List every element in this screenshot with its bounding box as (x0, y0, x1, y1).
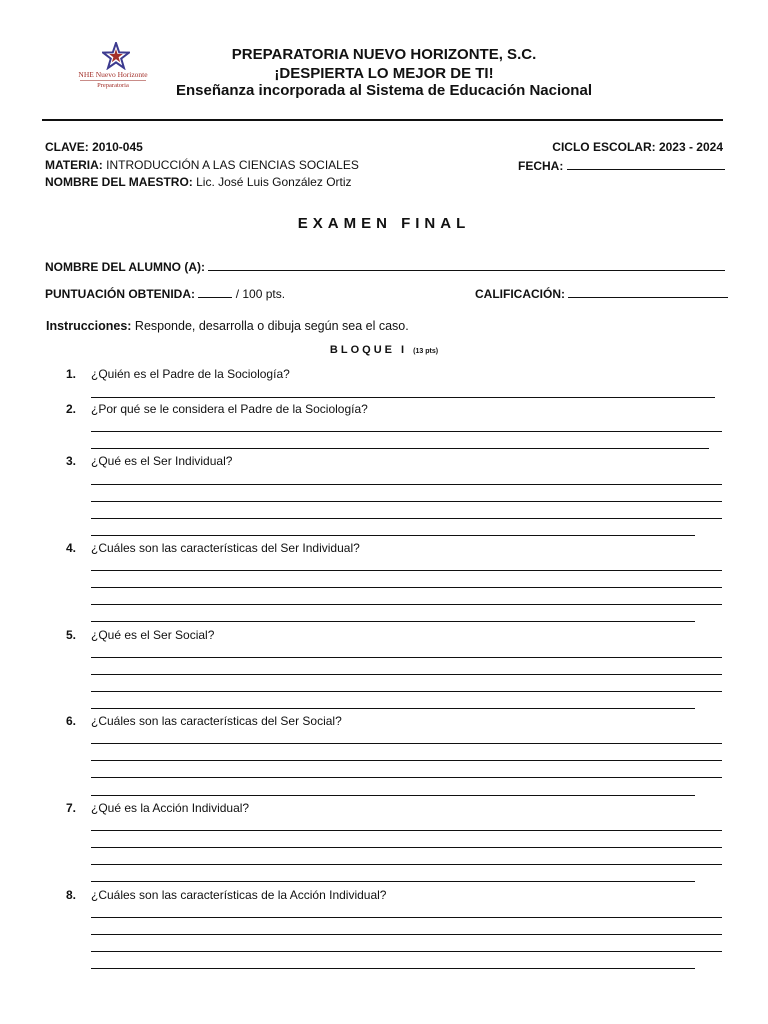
fecha-label: FECHA: (518, 159, 564, 173)
question-text: ¿Qué es la Acción Individual? (91, 801, 250, 815)
fecha-field (518, 158, 725, 173)
clave-field: CLAVE: 2010-045 (45, 140, 143, 154)
grade-blank[interactable] (568, 286, 728, 298)
maestro-label: NOMBRE DEL MAESTRO: (45, 175, 193, 189)
grade-label: CALIFICACIÓN: (475, 287, 565, 301)
student-name-blank[interactable] (208, 259, 725, 271)
answer-line[interactable] (91, 795, 695, 796)
answer-line[interactable] (91, 847, 722, 848)
answer-line[interactable] (91, 951, 722, 952)
answer-line[interactable] (91, 830, 722, 831)
question-text: ¿Qué es el Ser Individual? (91, 454, 233, 468)
student-name-field (45, 259, 725, 274)
school-affiliation: Enseñanza incorporada al Sistema de Educación Nacional (176, 82, 592, 99)
maestro-field (45, 175, 352, 189)
exam-title: EXAMEN FINAL (297, 215, 471, 232)
question-number: 8. (66, 888, 77, 902)
score-field (45, 286, 285, 301)
answer-line[interactable] (91, 691, 722, 692)
answer-line[interactable] (91, 657, 722, 658)
answer-line[interactable] (91, 708, 695, 709)
question-text: ¿Cuáles son las características del Ser Social? (91, 714, 342, 728)
answer-line[interactable] (91, 484, 722, 485)
answer-line[interactable] (91, 397, 715, 398)
answer-line[interactable] (91, 917, 722, 918)
materia-value: INTRODUCCIÓN A LAS CIENCIAS SOCIALES (106, 158, 359, 172)
question-text: ¿Cuáles son las características de la Acción Individual? (91, 888, 387, 902)
materia-label: MATERIA: (45, 158, 103, 172)
student-name-label: NOMBRE DEL ALUMNO (A): (45, 260, 205, 274)
block-title (0, 344, 768, 356)
answer-line[interactable] (91, 760, 722, 761)
logo-name: NHE Nuevo Horizonte (78, 70, 148, 79)
answer-line[interactable] (91, 587, 722, 588)
question-number: 2. (66, 402, 77, 416)
answer-line[interactable] (91, 621, 695, 622)
answer-line[interactable] (91, 968, 695, 969)
question-text: ¿Cuáles son las características del Ser Individual? (91, 541, 360, 555)
answer-line[interactable] (91, 535, 695, 536)
question-text: ¿Qué es el Ser Social? (91, 628, 215, 642)
score-label: PUNTUACIÓN OBTENIDA: (45, 287, 195, 301)
school-logo (66, 40, 160, 98)
answer-line[interactable] (91, 501, 722, 502)
answer-line[interactable] (91, 604, 722, 605)
fecha-blank[interactable] (567, 158, 725, 170)
instructions (46, 319, 409, 333)
answer-line[interactable] (91, 881, 695, 882)
instructions-text: Responde, desarrolla o dibuja según sea el caso. (134, 319, 409, 333)
question-number: 5. (66, 628, 77, 642)
logo-subtitle: Preparatoria (80, 80, 146, 89)
question-number: 7. (66, 801, 77, 815)
star-icon (102, 42, 130, 70)
answer-line[interactable] (91, 431, 722, 432)
block-name: BLOQUE I (329, 344, 408, 356)
maestro-value: Lic. José Luis González Ortiz (196, 175, 352, 189)
question-text: ¿Por qué se le considera el Padre de la Sociología? (91, 402, 368, 416)
question-number: 3. (66, 454, 77, 468)
score-suffix: / 100 pts. (235, 287, 286, 301)
answer-line[interactable] (91, 777, 722, 778)
ciclo-escolar-field: CICLO ESCOLAR: 2023 - 2024 (552, 140, 723, 154)
question-text: ¿Quién es el Padre de la Sociología? (91, 367, 290, 381)
answer-line[interactable] (91, 864, 722, 865)
answer-line[interactable] (91, 448, 709, 449)
answer-line[interactable] (91, 674, 722, 675)
question-number: 4. (66, 541, 77, 555)
question-number: 6. (66, 714, 77, 728)
score-blank[interactable] (198, 286, 232, 298)
question-number: 1. (66, 367, 77, 381)
answer-line[interactable] (91, 570, 722, 571)
block-points: (13 pts) (413, 348, 439, 355)
answer-line[interactable] (91, 934, 722, 935)
school-name: PREPARATORIA NUEVO HORIZONTE, S.C. (231, 46, 537, 63)
answer-line[interactable] (91, 743, 722, 744)
header-divider (42, 119, 723, 121)
instructions-label: Instrucciones: (46, 319, 132, 333)
grade-field (475, 286, 728, 301)
materia-field (45, 158, 359, 172)
answer-line[interactable] (91, 518, 722, 519)
school-motto: ¡DESPIERTA LO MEJOR DE TI! (274, 65, 494, 82)
